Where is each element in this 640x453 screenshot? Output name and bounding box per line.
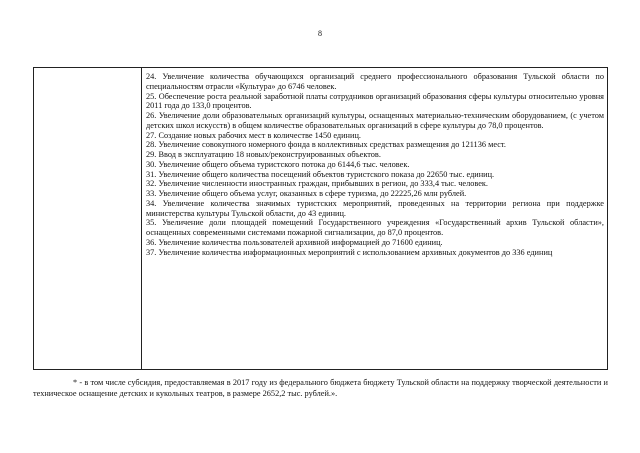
list-item-30: 30. Увеличение общего объема туристского потока до 6144,6 тыс. человек. xyxy=(146,159,410,169)
list-item-28: 28. Увеличение совокупного номерного фонда в коллективных средствах размещения до 121136 мест. xyxy=(146,140,506,150)
list-item-29: 29. Ввод в эксплуатацию 18 новых/реконструированных объектов. xyxy=(146,150,381,159)
list-item-24: 24. Увеличение количества обучающихся организаций среднего профессионального образования Тульской области по специальностям отрасли «Культура» до 6746 человек. xyxy=(146,72,604,91)
list-item-26: 26. Увеличение доли образовательных организаций культуры, оснащенных материально-техническим оборудованием, (с учетом детских школ искусств) в общем количестве образовательных организаций в сфере культуры до 78,0 процентов. xyxy=(146,111,604,130)
list-item-34: 34. Увеличение количества значимых туристских мероприятий, проведенных на территории региона при поддержке министерства культуры Тульской области, до 43 единиц. xyxy=(146,198,604,218)
list-item-31: 31. Увеличение общего количества посещений объектов туристского показа до 22650 тыс. единиц. xyxy=(146,169,495,179)
table-left-column xyxy=(34,68,142,369)
list-item-36: 36. Увеличение количества пользователей архивной информацией до 71600 единиц. xyxy=(146,237,443,247)
indicators-table xyxy=(33,67,608,370)
page-number: 8 xyxy=(318,29,322,38)
list-item-37: 37. Увеличение количества информационных мероприятий с использованием архивных документов до 336 единиц xyxy=(146,247,553,257)
list-item-25: 25. Обеспечение роста реальной заработной платы сотрудников организаций образования сферы культуры относительно уровня 2011 года до 133,0 процентов. xyxy=(146,91,604,111)
list-item-32: 32. Увеличение численности иностранных граждан, прибывших в регион, до 333,4 тыс. человек. xyxy=(146,179,489,189)
list-item-33: 33. Увеличение общего объема услуг, оказанных в сфере туризма, до 22225,26 млн рублей. xyxy=(146,189,467,198)
list-item-35: 35. Увеличение доли площадей помещений Государственного учреждения «Государственный архив Тульской области», оснащенных современными системами пожарной сигнализации, до 87,0 процентов. xyxy=(146,218,604,237)
table-right-column xyxy=(146,72,604,257)
list-item-27: 27. Создание новых рабочих мест в количестве 1450 единиц. xyxy=(146,130,361,140)
footnote: * - в том числе субсидия, предоставляемая в 2017 году из федерального бюджета бюджету Тульской области на поддержку творческой деятельности и техническое оснащение детских и кукольных театров, в размере 2652,2 тыс. рублей.». xyxy=(33,378,608,398)
